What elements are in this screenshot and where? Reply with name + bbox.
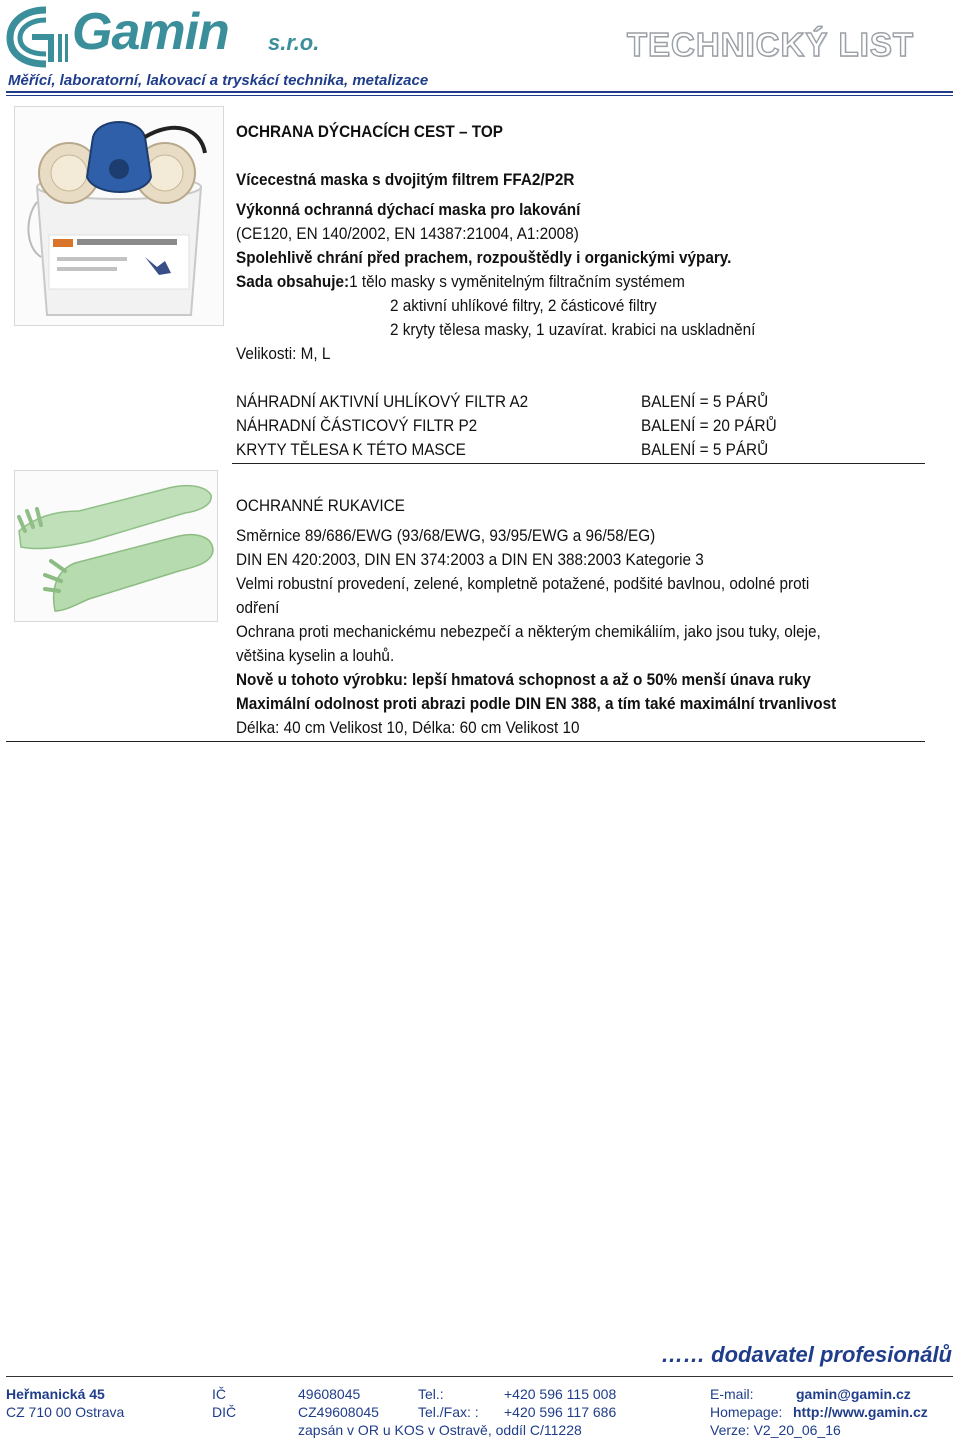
footer-version: Verze: V2_20_06_16 [710, 1422, 841, 1438]
product2-line9: Délka: 40 cm Velikost 10, Délka: 60 cm Velikost 10 [236, 718, 580, 737]
company-slogan: …… dodavatel profesionálů [661, 1342, 952, 1367]
product2-line5: Ochrana proti mechanickému nebezpečí a některým chemikáliím, jako jsou tuky, oleje, [236, 622, 821, 641]
footer-fax-label: Tel./Fax: : [418, 1404, 479, 1420]
footer-dic-value: CZ49608045 [298, 1404, 379, 1420]
footer-ic-label: IČ [212, 1386, 226, 1402]
accessory-pack-1: BALENÍ = 5 PÁRŮ [641, 392, 769, 411]
accessory-name-1: NÁHRADNÍ AKTIVNÍ UHLÍKOVÝ FILTR A2 [236, 392, 529, 411]
product2-line4: odření [236, 598, 280, 617]
protective-gloves-image [14, 470, 218, 622]
accessory-pack-3: BALENÍ = 5 PÁRŮ [641, 440, 769, 459]
contents-item-1: 1 tělo masky s vyměnitelným filtračním systémem [349, 272, 685, 291]
product1-title: OCHRANA DÝCHACÍCH CEST – TOP [236, 122, 503, 141]
product1-protection: Spolehlivě chrání před prachem, rozpouštědly i organickými výpary. [236, 248, 732, 267]
product2-line7: Nově u tohoto výrobku: lepší hmatová schopnost a až o 50% menší únava ruky [236, 670, 811, 689]
section-divider-bottom [6, 741, 925, 742]
company-tagline: Měřící, laboratorní, lakovací a tryskácí technika, metalizace [8, 72, 429, 89]
contents-label: Sada obsahuje: [236, 272, 350, 291]
footer-ic-value: 49608045 [298, 1386, 361, 1402]
header-divider-thin [6, 95, 953, 96]
product1-line1: Výkonná ochranná dýchací maska pro lakování [236, 200, 581, 219]
accessory-name-3: KRYTY TĚLESA K TÉTO MASCE [236, 440, 466, 459]
product2-line1: Směrnice 89/686/EWG (93/68/EWG, 93/95/EWG a 96/58/EG) [236, 526, 656, 545]
product2-line3: Velmi robustní provedení, zelené, kompletně potažené, podšité bavlnou, odolné proti [236, 574, 810, 593]
product2-line6: většina kyselin a louhů. [236, 646, 395, 665]
footer-homepage-label: Homepage: [710, 1404, 783, 1420]
product1-norms: (CE120, EN 140/2002, EN 14387:21004, A1:2008) [236, 224, 579, 243]
footer-divider [6, 1376, 953, 1377]
company-logo [6, 4, 366, 68]
product1-contents-2: 2 aktivní uhlíkové filtry, 2 částicové filtry [390, 296, 657, 315]
footer-address-2: CZ 710 00 Ostrava [6, 1404, 125, 1420]
product1-sizes: Velikosti: M, L [236, 344, 331, 363]
product1-contents-3: 2 kryty tělesa masky, 1 uzavírat. krabici na uskladnění [390, 320, 756, 339]
product1-subtitle: Vícecestná maska s dvojitým filtrem FFA2/P2R [236, 170, 575, 189]
respirator-mask-bucket-image [14, 106, 224, 326]
product2-line8: Maximální odolnost proti abrazi podle DIN EN 388, a tím také maximální trvanlivost [236, 694, 837, 713]
footer-dic-label: DIČ [212, 1404, 237, 1420]
header-divider [6, 91, 953, 93]
footer-address-1: Heřmanická 45 [6, 1386, 105, 1402]
accessory-name-2: NÁHRADNÍ ČÁSTICOVÝ FILTR P2 [236, 416, 478, 435]
footer-fax-value: +420 596 117 686 [504, 1404, 617, 1420]
footer-email-link[interactable]: gamin@gamin.cz [796, 1386, 911, 1402]
footer-homepage-link[interactable]: http://www.gamin.cz [793, 1404, 928, 1420]
footer-register: zapsán v OR u KOS v Ostravě, oddíl C/11228 [298, 1422, 582, 1438]
footer-tel-value: +420 596 115 008 [504, 1386, 617, 1402]
accessory-pack-2: BALENÍ = 20 PÁRŮ [641, 416, 777, 435]
section-divider [232, 463, 925, 464]
logo-mark-icon [10, 10, 68, 64]
footer-tel-label: Tel.: [418, 1386, 444, 1402]
product2-line2: DIN EN 420:2003, DIN EN 374:2003 a DIN EN 388:2003 Kategorie 3 [236, 550, 704, 569]
company-name: Gamin [72, 3, 229, 61]
company-suffix: s.r.o. [268, 30, 320, 55]
product2-title: OCHRANNÉ RUKAVICE [236, 496, 405, 515]
footer-email-label: E-mail: [710, 1386, 754, 1402]
doc-type-title: TECHNICKÝ LIST [626, 26, 914, 63]
product1-contents-1 [236, 270, 685, 294]
